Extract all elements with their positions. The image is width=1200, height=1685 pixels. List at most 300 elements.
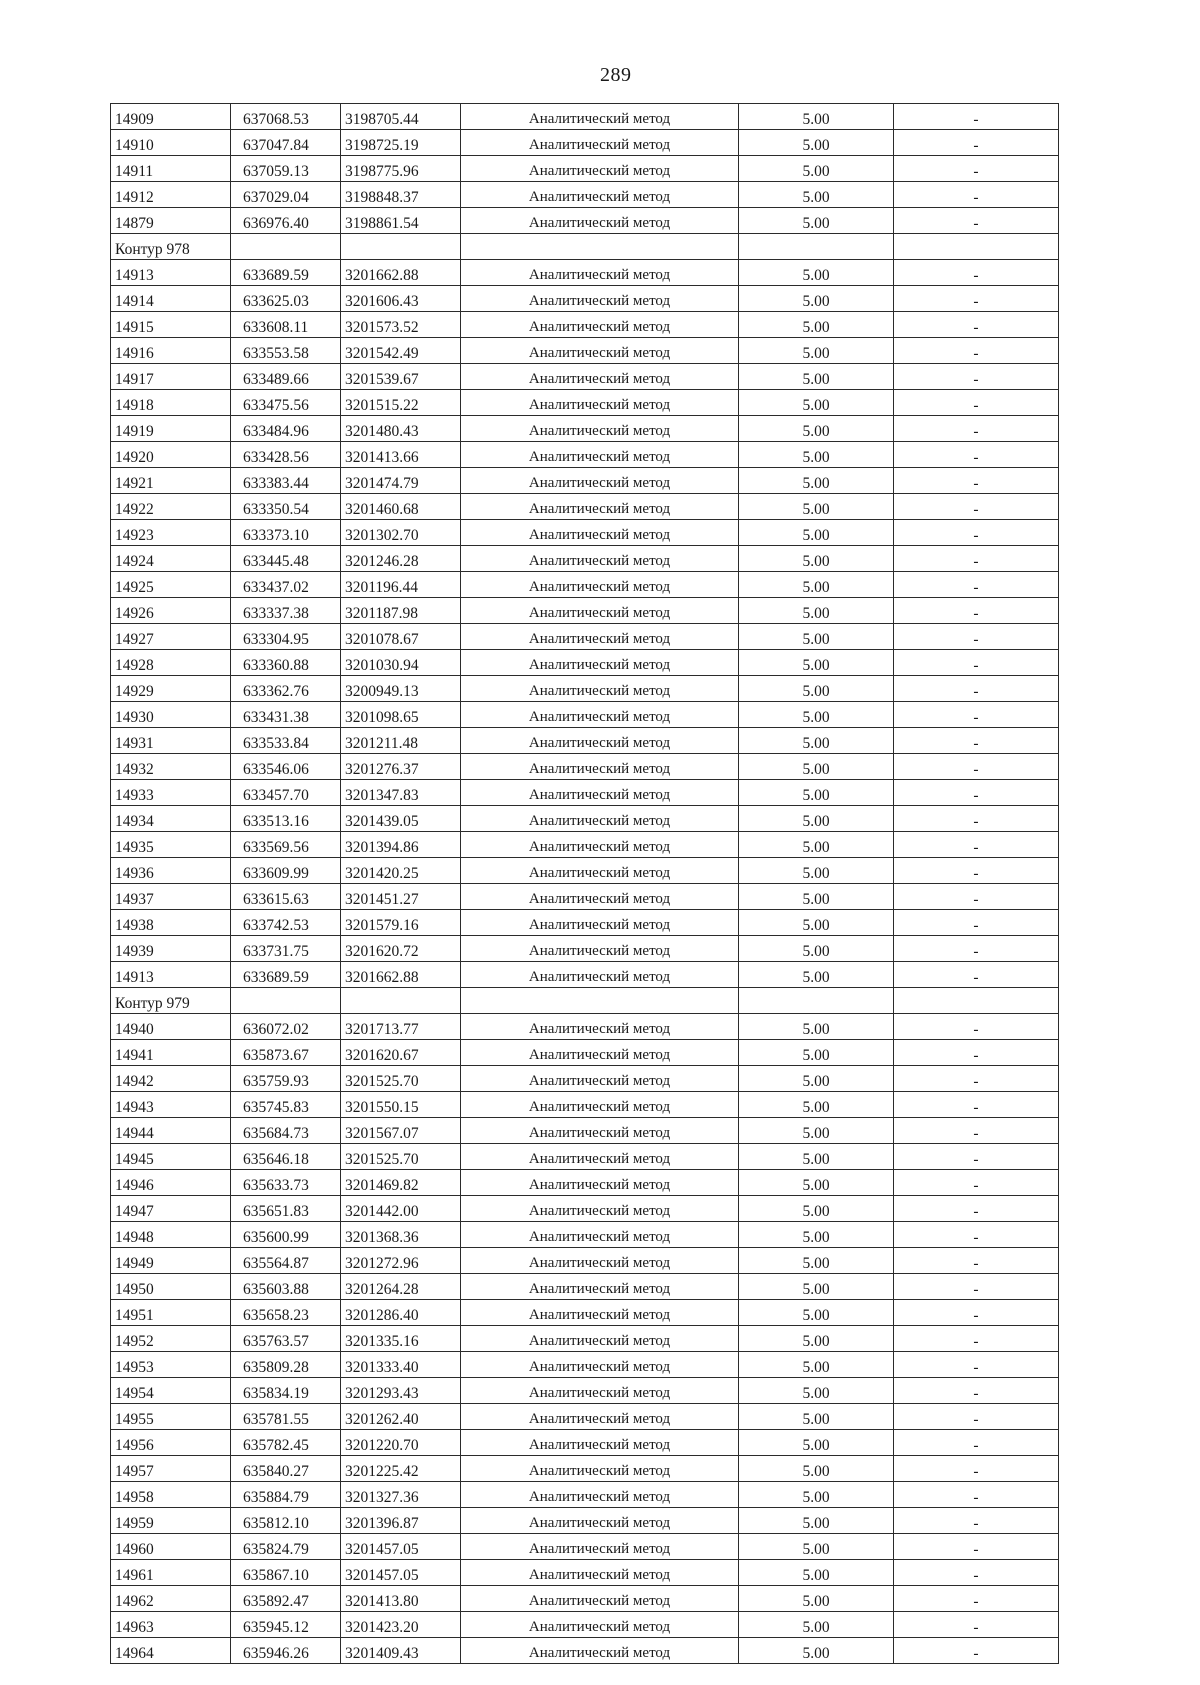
y-coordinate-cell: 3201662.88 — [341, 260, 461, 286]
accuracy-cell: 5.00 — [739, 390, 894, 416]
y-coordinate-cell: 3201293.43 — [341, 1378, 461, 1404]
point-id-cell: 14963 — [111, 1612, 231, 1638]
accuracy-cell: 5.00 — [739, 728, 894, 754]
accuracy-cell: 5.00 — [739, 468, 894, 494]
y-coordinate-cell: 3201276.37 — [341, 754, 461, 780]
x-coordinate-cell: 635759.93 — [231, 1066, 341, 1092]
description-cell: - — [894, 468, 1059, 494]
y-coordinate-cell: 3200949.13 — [341, 676, 461, 702]
y-coordinate-cell: 3201187.98 — [341, 598, 461, 624]
method-cell: Аналитический метод — [461, 624, 739, 650]
accuracy-cell: 5.00 — [739, 338, 894, 364]
empty-cell — [894, 988, 1059, 1014]
y-coordinate-cell: 3201525.70 — [341, 1066, 461, 1092]
y-coordinate-cell: 3201272.96 — [341, 1248, 461, 1274]
x-coordinate-cell: 635782.45 — [231, 1430, 341, 1456]
method-cell: Аналитический метод — [461, 1014, 739, 1040]
point-id-cell: 14913 — [111, 260, 231, 286]
x-coordinate-cell: 635745.83 — [231, 1092, 341, 1118]
point-id-cell: 14911 — [111, 156, 231, 182]
accuracy-cell: 5.00 — [739, 208, 894, 234]
point-id-cell: 14921 — [111, 468, 231, 494]
description-cell: - — [894, 520, 1059, 546]
y-coordinate-cell: 3201098.65 — [341, 702, 461, 728]
description-cell: - — [894, 702, 1059, 728]
description-cell: - — [894, 416, 1059, 442]
x-coordinate-cell: 635867.10 — [231, 1560, 341, 1586]
accuracy-cell: 5.00 — [739, 884, 894, 910]
accuracy-cell: 5.00 — [739, 260, 894, 286]
method-cell: Аналитический метод — [461, 1118, 739, 1144]
point-id-cell: 14934 — [111, 806, 231, 832]
empty-cell — [461, 988, 739, 1014]
description-cell: - — [894, 1508, 1059, 1534]
table-row — [111, 182, 1059, 208]
method-cell: Аналитический метод — [461, 1404, 739, 1430]
table-row — [111, 780, 1059, 806]
description-cell: - — [894, 936, 1059, 962]
table-row — [111, 1040, 1059, 1066]
x-coordinate-cell: 633731.75 — [231, 936, 341, 962]
contour-header-row — [111, 234, 1059, 260]
method-cell: Аналитический метод — [461, 182, 739, 208]
x-coordinate-cell: 635684.73 — [231, 1118, 341, 1144]
accuracy-cell: 5.00 — [739, 1092, 894, 1118]
y-coordinate-cell: 3201423.20 — [341, 1612, 461, 1638]
table-row — [111, 208, 1059, 234]
empty-cell — [231, 988, 341, 1014]
y-coordinate-cell: 3201286.40 — [341, 1300, 461, 1326]
accuracy-cell: 5.00 — [739, 1430, 894, 1456]
y-coordinate-cell: 3201480.43 — [341, 416, 461, 442]
point-id-cell: 14943 — [111, 1092, 231, 1118]
table-row — [111, 754, 1059, 780]
point-id-cell: 14954 — [111, 1378, 231, 1404]
method-cell: Аналитический метод — [461, 1040, 739, 1066]
table-row — [111, 1534, 1059, 1560]
accuracy-cell: 5.00 — [739, 832, 894, 858]
table-row — [111, 1430, 1059, 1456]
point-id-cell: 14933 — [111, 780, 231, 806]
description-cell: - — [894, 1326, 1059, 1352]
description-cell: - — [894, 1534, 1059, 1560]
method-cell: Аналитический метод — [461, 572, 739, 598]
y-coordinate-cell: 3201030.94 — [341, 650, 461, 676]
y-coordinate-cell: 3201620.72 — [341, 936, 461, 962]
point-id-cell: 14913 — [111, 962, 231, 988]
table-row — [111, 338, 1059, 364]
point-id-cell: 14932 — [111, 754, 231, 780]
y-coordinate-cell: 3201573.52 — [341, 312, 461, 338]
x-coordinate-cell: 635884.79 — [231, 1482, 341, 1508]
contour-header-row — [111, 988, 1059, 1014]
table-row — [111, 1092, 1059, 1118]
x-coordinate-cell: 633553.58 — [231, 338, 341, 364]
point-id-cell: 14916 — [111, 338, 231, 364]
table-row — [111, 520, 1059, 546]
accuracy-cell: 5.00 — [739, 624, 894, 650]
method-cell: Аналитический метод — [461, 702, 739, 728]
accuracy-cell: 5.00 — [739, 1274, 894, 1300]
point-id-cell: 14949 — [111, 1248, 231, 1274]
description-cell: - — [894, 130, 1059, 156]
table-row — [111, 572, 1059, 598]
x-coordinate-cell: 635834.19 — [231, 1378, 341, 1404]
method-cell: Аналитический метод — [461, 884, 739, 910]
x-coordinate-cell: 633489.66 — [231, 364, 341, 390]
table-row — [111, 936, 1059, 962]
accuracy-cell: 5.00 — [739, 1456, 894, 1482]
y-coordinate-cell: 3201542.49 — [341, 338, 461, 364]
empty-cell — [894, 234, 1059, 260]
description-cell: - — [894, 1144, 1059, 1170]
description-cell: - — [894, 312, 1059, 338]
method-cell: Аналитический метод — [461, 1066, 739, 1092]
accuracy-cell: 5.00 — [739, 1014, 894, 1040]
x-coordinate-cell: 633546.06 — [231, 754, 341, 780]
y-coordinate-cell: 3201713.77 — [341, 1014, 461, 1040]
table-row — [111, 1508, 1059, 1534]
point-id-cell: 14940 — [111, 1014, 231, 1040]
y-coordinate-cell: 3201262.40 — [341, 1404, 461, 1430]
method-cell: Аналитический метод — [461, 728, 739, 754]
accuracy-cell: 5.00 — [739, 1586, 894, 1612]
x-coordinate-cell: 633689.59 — [231, 962, 341, 988]
y-coordinate-cell: 3201620.67 — [341, 1040, 461, 1066]
description-cell: - — [894, 676, 1059, 702]
method-cell: Аналитический метод — [461, 468, 739, 494]
y-coordinate-cell: 3198861.54 — [341, 208, 461, 234]
point-id-cell: 14937 — [111, 884, 231, 910]
x-coordinate-cell: 633304.95 — [231, 624, 341, 650]
description-cell: - — [894, 1222, 1059, 1248]
table-row — [111, 624, 1059, 650]
description-cell: - — [894, 1118, 1059, 1144]
description-cell: - — [894, 1378, 1059, 1404]
method-cell: Аналитический метод — [461, 130, 739, 156]
table-row — [111, 1378, 1059, 1404]
table-row — [111, 156, 1059, 182]
empty-cell — [461, 234, 739, 260]
x-coordinate-cell: 637029.04 — [231, 182, 341, 208]
x-coordinate-cell: 635873.67 — [231, 1040, 341, 1066]
table-row — [111, 1586, 1059, 1612]
y-coordinate-cell: 3201078.67 — [341, 624, 461, 650]
x-coordinate-cell: 635633.73 — [231, 1170, 341, 1196]
method-cell: Аналитический метод — [461, 208, 739, 234]
x-coordinate-cell: 633475.56 — [231, 390, 341, 416]
accuracy-cell: 5.00 — [739, 520, 894, 546]
point-id-cell: 14918 — [111, 390, 231, 416]
point-id-cell: 14929 — [111, 676, 231, 702]
accuracy-cell: 5.00 — [739, 1144, 894, 1170]
point-id-cell: 14917 — [111, 364, 231, 390]
y-coordinate-cell: 3201302.70 — [341, 520, 461, 546]
x-coordinate-cell: 633428.56 — [231, 442, 341, 468]
point-id-cell: 14952 — [111, 1326, 231, 1352]
method-cell: Аналитический метод — [461, 442, 739, 468]
method-cell: Аналитический метод — [461, 1144, 739, 1170]
description-cell: - — [894, 650, 1059, 676]
point-id-cell: 14922 — [111, 494, 231, 520]
point-id-cell: 14945 — [111, 1144, 231, 1170]
x-coordinate-cell: 635646.18 — [231, 1144, 341, 1170]
table-row — [111, 1248, 1059, 1274]
table-row — [111, 1274, 1059, 1300]
point-id-cell: 14909 — [111, 104, 231, 130]
table-row — [111, 286, 1059, 312]
table-row — [111, 1612, 1059, 1638]
x-coordinate-cell: 633742.53 — [231, 910, 341, 936]
accuracy-cell: 5.00 — [739, 962, 894, 988]
point-id-cell: 14942 — [111, 1066, 231, 1092]
method-cell: Аналитический метод — [461, 364, 739, 390]
point-id-cell: 14931 — [111, 728, 231, 754]
x-coordinate-cell: 633437.02 — [231, 572, 341, 598]
description-cell: - — [894, 546, 1059, 572]
description-cell: - — [894, 1300, 1059, 1326]
accuracy-cell: 5.00 — [739, 910, 894, 936]
accuracy-cell: 5.00 — [739, 182, 894, 208]
accuracy-cell: 5.00 — [739, 806, 894, 832]
y-coordinate-cell: 3198775.96 — [341, 156, 461, 182]
accuracy-cell: 5.00 — [739, 858, 894, 884]
point-id-cell: 14957 — [111, 1456, 231, 1482]
method-cell: Аналитический метод — [461, 1482, 739, 1508]
point-id-cell: 14947 — [111, 1196, 231, 1222]
table-row — [111, 1404, 1059, 1430]
description-cell: - — [894, 1092, 1059, 1118]
description-cell: - — [894, 1066, 1059, 1092]
y-coordinate-cell: 3201220.70 — [341, 1430, 461, 1456]
description-cell: - — [894, 728, 1059, 754]
x-coordinate-cell: 633615.63 — [231, 884, 341, 910]
description-cell: - — [894, 1404, 1059, 1430]
accuracy-cell: 5.00 — [739, 1404, 894, 1430]
point-id-cell: 14961 — [111, 1560, 231, 1586]
x-coordinate-cell: 633608.11 — [231, 312, 341, 338]
x-coordinate-cell: 633383.44 — [231, 468, 341, 494]
accuracy-cell: 5.00 — [739, 1300, 894, 1326]
point-id-cell: 14958 — [111, 1482, 231, 1508]
method-cell: Аналитический метод — [461, 676, 739, 702]
accuracy-cell: 5.00 — [739, 416, 894, 442]
method-cell: Аналитический метод — [461, 1326, 739, 1352]
y-coordinate-cell: 3201662.88 — [341, 962, 461, 988]
y-coordinate-cell: 3201420.25 — [341, 858, 461, 884]
method-cell: Аналитический метод — [461, 1170, 739, 1196]
description-cell: - — [894, 806, 1059, 832]
y-coordinate-cell: 3201442.00 — [341, 1196, 461, 1222]
table-row — [111, 728, 1059, 754]
x-coordinate-cell: 635600.99 — [231, 1222, 341, 1248]
accuracy-cell: 5.00 — [739, 156, 894, 182]
point-id-cell: 14960 — [111, 1534, 231, 1560]
y-coordinate-cell: 3201550.15 — [341, 1092, 461, 1118]
y-coordinate-cell: 3201515.22 — [341, 390, 461, 416]
table-row — [111, 1638, 1059, 1664]
x-coordinate-cell: 635809.28 — [231, 1352, 341, 1378]
x-coordinate-cell: 635824.79 — [231, 1534, 341, 1560]
method-cell: Аналитический метод — [461, 520, 739, 546]
description-cell: - — [894, 208, 1059, 234]
point-id-cell: 14914 — [111, 286, 231, 312]
table-row — [111, 416, 1059, 442]
x-coordinate-cell: 637047.84 — [231, 130, 341, 156]
method-cell: Аналитический метод — [461, 1352, 739, 1378]
y-coordinate-cell: 3201225.42 — [341, 1456, 461, 1482]
method-cell: Аналитический метод — [461, 312, 739, 338]
x-coordinate-cell: 635603.88 — [231, 1274, 341, 1300]
table-row — [111, 1144, 1059, 1170]
y-coordinate-cell: 3201525.70 — [341, 1144, 461, 1170]
y-coordinate-cell: 3201368.36 — [341, 1222, 461, 1248]
table-row — [111, 1014, 1059, 1040]
table-row — [111, 1326, 1059, 1352]
table-row — [111, 1352, 1059, 1378]
coordinates-table — [110, 103, 1059, 1664]
description-cell: - — [894, 364, 1059, 390]
x-coordinate-cell: 635892.47 — [231, 1586, 341, 1612]
x-coordinate-cell: 633625.03 — [231, 286, 341, 312]
x-coordinate-cell: 633360.88 — [231, 650, 341, 676]
method-cell: Аналитический метод — [461, 1196, 739, 1222]
point-id-cell: 14936 — [111, 858, 231, 884]
table-row — [111, 260, 1059, 286]
method-cell: Аналитический метод — [461, 1222, 739, 1248]
point-id-cell: 14925 — [111, 572, 231, 598]
empty-cell — [341, 988, 461, 1014]
accuracy-cell: 5.00 — [739, 1482, 894, 1508]
point-id-cell: 14959 — [111, 1508, 231, 1534]
y-coordinate-cell: 3201469.82 — [341, 1170, 461, 1196]
description-cell: - — [894, 858, 1059, 884]
accuracy-cell: 5.00 — [739, 1222, 894, 1248]
description-cell: - — [894, 962, 1059, 988]
table-row — [111, 494, 1059, 520]
accuracy-cell: 5.00 — [739, 1066, 894, 1092]
y-coordinate-cell: 3201246.28 — [341, 546, 461, 572]
method-cell: Аналитический метод — [461, 1378, 739, 1404]
method-cell: Аналитический метод — [461, 598, 739, 624]
table-row — [111, 104, 1059, 130]
method-cell: Аналитический метод — [461, 156, 739, 182]
table-row — [111, 130, 1059, 156]
point-id-cell: 14950 — [111, 1274, 231, 1300]
x-coordinate-cell: 635840.27 — [231, 1456, 341, 1482]
x-coordinate-cell: 633569.56 — [231, 832, 341, 858]
x-coordinate-cell: 633350.54 — [231, 494, 341, 520]
accuracy-cell: 5.00 — [739, 494, 894, 520]
method-cell: Аналитический метод — [461, 390, 739, 416]
x-coordinate-cell: 635763.57 — [231, 1326, 341, 1352]
x-coordinate-cell: 633484.96 — [231, 416, 341, 442]
x-coordinate-cell: 637068.53 — [231, 104, 341, 130]
method-cell: Аналитический метод — [461, 806, 739, 832]
description-cell: - — [894, 1352, 1059, 1378]
point-id-cell: 14879 — [111, 208, 231, 234]
contour-label: Контур 979 — [111, 988, 231, 1014]
description-cell: - — [894, 104, 1059, 130]
x-coordinate-cell: 633533.84 — [231, 728, 341, 754]
accuracy-cell: 5.00 — [739, 1248, 894, 1274]
x-coordinate-cell: 633431.38 — [231, 702, 341, 728]
empty-cell — [341, 234, 461, 260]
method-cell: Аналитический метод — [461, 1300, 739, 1326]
method-cell: Аналитический метод — [461, 780, 739, 806]
accuracy-cell: 5.00 — [739, 1352, 894, 1378]
accuracy-cell: 5.00 — [739, 1534, 894, 1560]
y-coordinate-cell: 3201327.36 — [341, 1482, 461, 1508]
y-coordinate-cell: 3198848.37 — [341, 182, 461, 208]
table-row — [111, 832, 1059, 858]
table-row — [111, 1300, 1059, 1326]
method-cell: Аналитический метод — [461, 832, 739, 858]
accuracy-cell: 5.00 — [739, 1118, 894, 1144]
point-id-cell: 14923 — [111, 520, 231, 546]
description-cell: - — [894, 1248, 1059, 1274]
method-cell: Аналитический метод — [461, 1534, 739, 1560]
point-id-cell: 14939 — [111, 936, 231, 962]
x-coordinate-cell: 635651.83 — [231, 1196, 341, 1222]
point-id-cell: 14953 — [111, 1352, 231, 1378]
point-id-cell: 14935 — [111, 832, 231, 858]
point-id-cell: 14964 — [111, 1638, 231, 1664]
method-cell: Аналитический метод — [461, 650, 739, 676]
y-coordinate-cell: 3201396.87 — [341, 1508, 461, 1534]
accuracy-cell: 5.00 — [739, 312, 894, 338]
table-row — [111, 1118, 1059, 1144]
accuracy-cell: 5.00 — [739, 104, 894, 130]
description-cell: - — [894, 1612, 1059, 1638]
accuracy-cell: 5.00 — [739, 572, 894, 598]
method-cell: Аналитический метод — [461, 1560, 739, 1586]
description-cell: - — [894, 1196, 1059, 1222]
table-row — [111, 390, 1059, 416]
accuracy-cell: 5.00 — [739, 442, 894, 468]
description-cell: - — [894, 1274, 1059, 1300]
description-cell: - — [894, 156, 1059, 182]
point-id-cell: 14928 — [111, 650, 231, 676]
description-cell: - — [894, 598, 1059, 624]
coordinates-table-body — [111, 104, 1059, 1664]
accuracy-cell: 5.00 — [739, 1378, 894, 1404]
accuracy-cell: 5.00 — [739, 1638, 894, 1664]
method-cell: Аналитический метод — [461, 416, 739, 442]
x-coordinate-cell: 636976.40 — [231, 208, 341, 234]
point-id-cell: 14962 — [111, 1586, 231, 1612]
accuracy-cell: 5.00 — [739, 1170, 894, 1196]
accuracy-cell: 5.00 — [739, 1196, 894, 1222]
x-coordinate-cell: 633373.10 — [231, 520, 341, 546]
accuracy-cell: 5.00 — [739, 1508, 894, 1534]
method-cell: Аналитический метод — [461, 936, 739, 962]
y-coordinate-cell: 3201579.16 — [341, 910, 461, 936]
method-cell: Аналитический метод — [461, 1638, 739, 1664]
y-coordinate-cell: 3201457.05 — [341, 1560, 461, 1586]
point-id-cell: 14915 — [111, 312, 231, 338]
y-coordinate-cell: 3201457.05 — [341, 1534, 461, 1560]
description-cell: - — [894, 910, 1059, 936]
method-cell: Аналитический метод — [461, 1508, 739, 1534]
description-cell: - — [894, 884, 1059, 910]
description-cell: - — [894, 1560, 1059, 1586]
y-coordinate-cell: 3201474.79 — [341, 468, 461, 494]
description-cell: - — [894, 1482, 1059, 1508]
point-id-cell: 14951 — [111, 1300, 231, 1326]
table-row — [111, 676, 1059, 702]
x-coordinate-cell: 633362.76 — [231, 676, 341, 702]
